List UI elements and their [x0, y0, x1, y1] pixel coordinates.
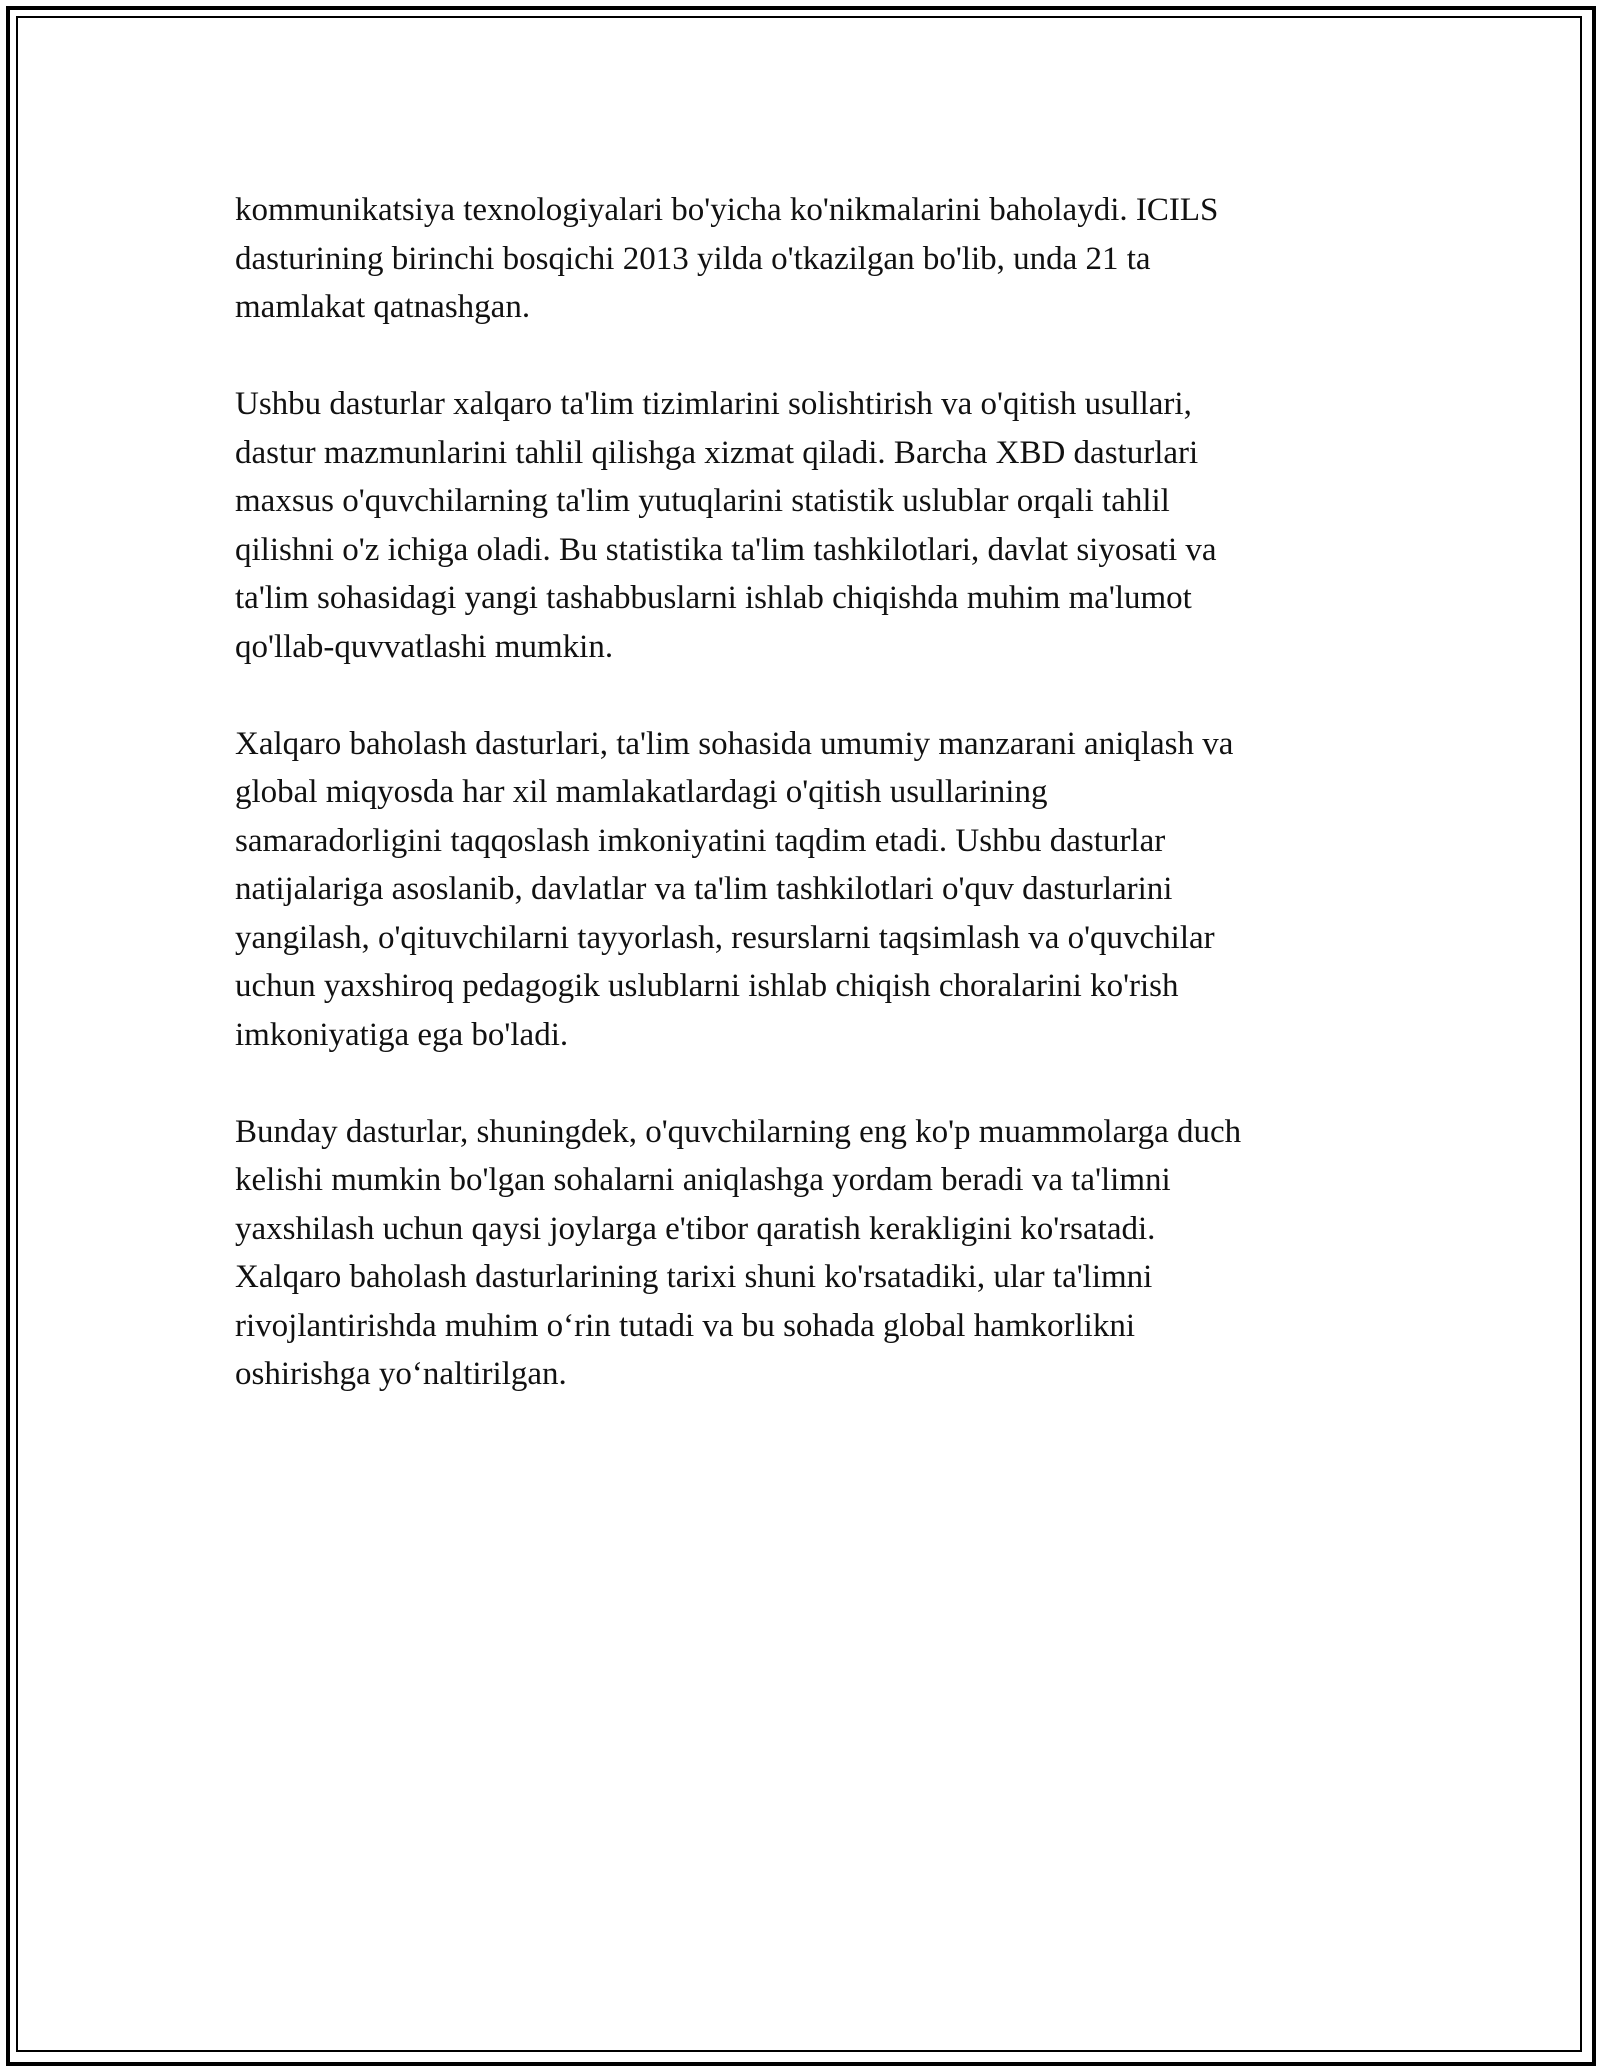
- paragraph-4: Bunday dasturlar, shuningdek, o'quvchilarning eng ko'p muammolarga duch kelishi mumkin bo'lgan sohalarni aniqlashga yordam beradi va ta'limni yaxshilash uchun qaysi joylarga e'tibor qaratish kerakligini ko'rsatadi. Xalqaro baholash dasturlarining tarixi shuni ko'rsatadiki, ular ta'limni rivojlantirishda muhim o‘rin tutadi va bu sohada global hamkorlikni oshirishga yo‘naltirilgan.: [235, 1113, 1242, 1392]
- paragraph-1: kommunikatsiya texnologiyalari bo'yicha ko'nikmalarini baholaydi. ICILS dasturining birinchi bosqichi 2013 yilda o'tkazilgan bo'lib, unda 21 ta mamlakat qatnashgan.: [235, 192, 1219, 325]
- paragraph-3: Xalqaro baholash dasturlari, ta'lim sohasida umumiy manzarani aniqlash va global miqyosda har xil mamlakatlardagi o'qitish usullarining samaradorligini taqqoslash imkoniyatini taqdim etadi. Ushbu dasturlar natijalariga asoslanib, davlatlar va ta'lim tashkilotlari o'quv dasturlarini yangilash, o'qituvchilarni tayyorlash, resurslarni taqsimlash va o'quvchilar uchun yaxshiroq pedagogik uslublarni ishlab chiqish choralarini ko'rish imkoniyatiga ega bo'ladi.: [235, 725, 1234, 1053]
- paragraph-2: Ushbu dasturlar xalqaro ta'lim tizimlarini solishtirish va o'qitish usullari, dastur mazmunlarini tahlil qilishga xizmat qiladi. Barcha XBD dasturlari maxsus o'quvchilarning ta'lim yutuqlarini statistik uslublar orqali tahlil qilishni o'z ichiga oladi. Bu statistika ta'lim tashkilotlari, davlat siyosati va ta'lim sohasidagi yangi tashabbuslarni ishlab chiqishda muhim ma'lumot qo'llab-quvvatlashi mumkin.: [235, 386, 1217, 665]
- document-body: [235, 186, 1365, 1447]
